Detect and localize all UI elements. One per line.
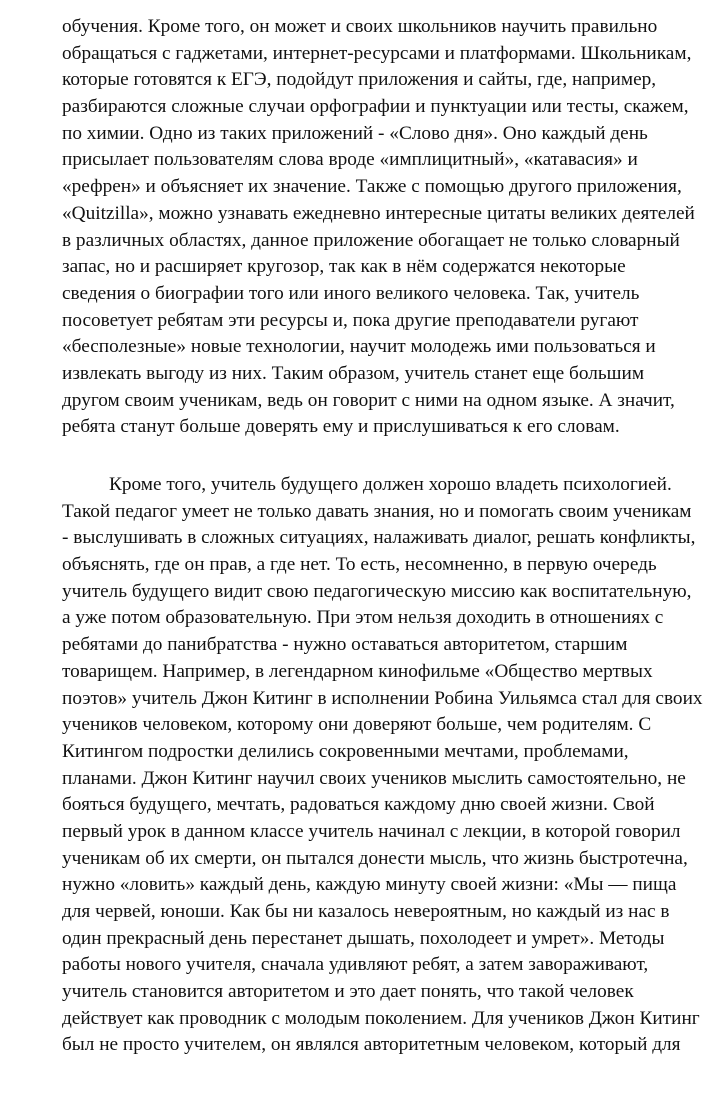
text-line: присылает пользователям слова вроде «имплицитный», «катавасия» и xyxy=(62,149,638,171)
text-line: сведения о биографии того или иного великого человека. Так, учитель xyxy=(62,282,640,304)
text-line: действует как проводник с молодым поколением. Для учеников Джон Китинг xyxy=(62,1007,700,1029)
text-line: обучения. Кроме того, он может и своих школьников научить правильно xyxy=(62,16,658,37)
text-line: объяснять, где он прав, а где нет. То есть, несомненно, в первую очередь xyxy=(62,554,657,576)
text-line: извлекать выгоду из них. Таким образом, учитель станет еще большим xyxy=(62,362,645,384)
text-line: первый урок в данном классе учитель начинал с лекции, в которой говорил xyxy=(62,820,681,842)
text-line: «рефрен» и объясняет их значение. Также с помощью другого приложения, xyxy=(62,176,682,198)
text-line: «Quitzilla», можно узнавать ежедневно интересные цитаты великих деятелей xyxy=(62,202,695,224)
text-line: ребятами до панибратства - нужно оставаться авторитетом, старшим xyxy=(62,634,628,656)
text-line: обращаться с гаджетами, интернет-ресурсами и платформами. Школьникам, xyxy=(62,42,692,64)
paragraph-technology xyxy=(0,14,708,441)
text-line: ученикам об их смерти, он пытался донести мысль, что жизнь быстротечна, xyxy=(62,847,688,869)
text-line: Китингом подростки делились сокровенными мечтами, проблемами, xyxy=(62,740,629,762)
text-line: - выслушивать в сложных ситуациях, налаживать диалог, решать конфликты, xyxy=(62,527,696,549)
text-line: учеников человеком, которому они доверяют больше, чем родителям. С xyxy=(62,714,652,736)
text-line: для червей, юноши. Как бы ни казалось невероятным, но каждый из нас в xyxy=(62,901,670,922)
text-line: был не просто учителем, он являлся авторитетным человеком, который для xyxy=(62,1034,681,1056)
text-line: по химии. Одно из таких приложений - «Слово дня». Оно каждый день xyxy=(62,122,648,144)
text-line: которые готовятся к ЕГЭ, подойдут приложения и сайты, где, например, xyxy=(62,69,657,91)
text-line: «бесполезные» новые технологии, научит молодежь ими пользоваться и xyxy=(62,336,656,358)
text-line: ребята станут больше доверять ему и прислушиваться к его словам. xyxy=(62,416,620,438)
text-line: разбираются сложные случаи орфографии и пунктуации или тесты, скажем, xyxy=(62,96,689,118)
text-line: учитель становится авторитетом и это дает понять, что такой человек xyxy=(62,981,634,1003)
text-line: Кроме того, учитель будущего должен хорошо владеть психологией. xyxy=(109,474,672,495)
text-line: а уже потом образовательную. При этом нельзя доходить в отношениях с xyxy=(62,607,664,629)
text-line: другом своим ученикам, ведь он говорит с ними на одном языке. А значит, xyxy=(62,389,675,411)
text-line: один прекрасный день перестанет дышать, похолодеет и умрет». Методы xyxy=(62,927,665,949)
text-line: посоветует ребятам эти ресурсы и, пока другие преподаватели ругают xyxy=(62,309,639,331)
text-line: в различных областях, данное приложение обогащает не только словарный xyxy=(62,229,680,251)
text-line: поэтов» учитель Джон Китинг в исполнении Робина Уильямса стал для своих xyxy=(62,687,703,709)
text-line: работы нового учителя, сначала удивляют ребят, а затем завораживают, xyxy=(62,954,649,976)
text-line: планами. Джон Китинг научил своих учеников мыслить самостоятельно, не xyxy=(62,767,686,789)
text-line: бояться будущего, мечтать, радоваться каждому дню своей жизни. Свой xyxy=(62,794,655,816)
text-line: нужно «ловить» каждый день, каждую минуту своей жизни: «Мы — пища xyxy=(62,874,677,896)
text-line: запас, но и расширяет кругозор, так как в нём содержатся некоторые xyxy=(62,256,626,278)
paragraph-psychology xyxy=(0,472,708,1059)
text-line: учитель будущего видит свою педагогическую миссию как воспитательную, xyxy=(62,580,692,602)
text-line: Такой педагог умеет не только давать знания, но и помогать своим ученикам xyxy=(62,500,692,522)
text-line: товарищем. Например, в легендарном кинофильме «Общество мертвых xyxy=(62,660,653,682)
